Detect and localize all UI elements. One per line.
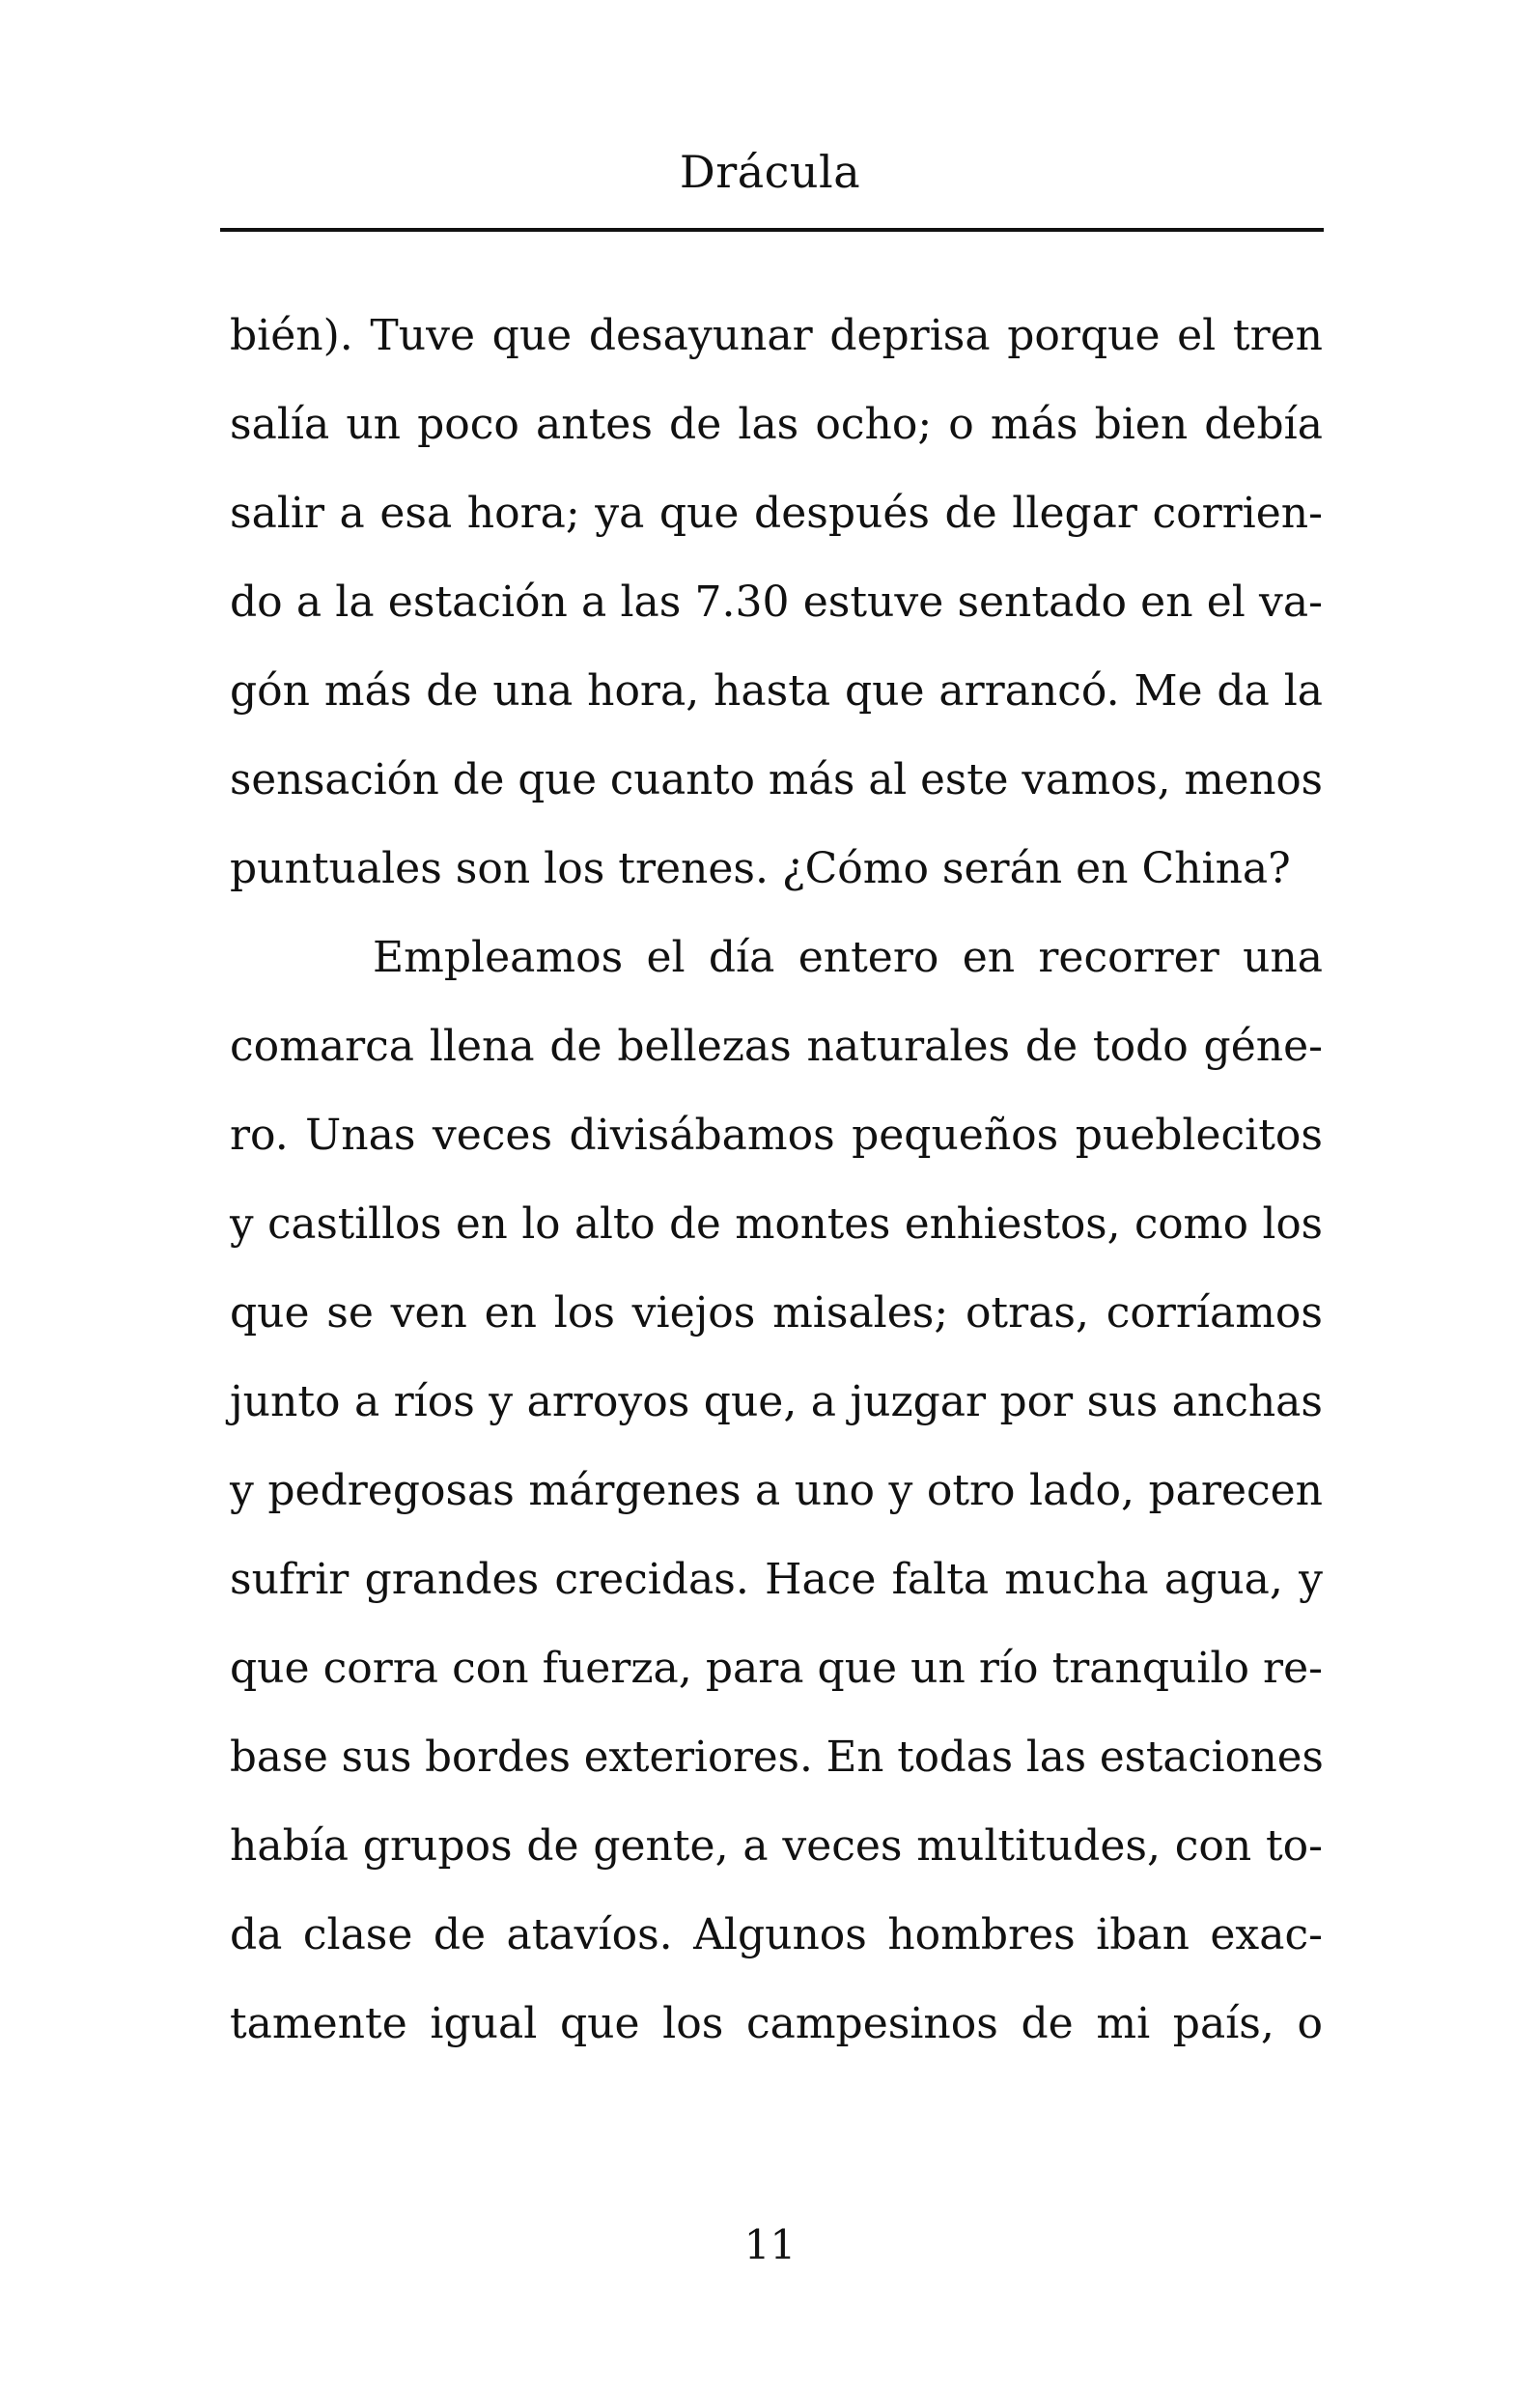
text-line: salía un poco antes de las ocho; o más bien debía <box>230 400 1323 449</box>
paragraph-2 <box>230 914 1323 2069</box>
text-line: comarca llena de bellezas naturales de todo géne- <box>230 1022 1323 1071</box>
text-line: sufrir grandes crecidas. Hace falta mucha agua, y <box>230 1555 1323 1604</box>
text-line: bién). Tuve que desayunar deprisa porque el tren <box>230 311 1323 360</box>
text-line: junto a ríos y arroyos que, a juzgar por sus anchas <box>230 1377 1323 1426</box>
paragraph-1 <box>230 292 1323 914</box>
header-rule <box>220 228 1324 232</box>
text-line: da clase de atavíos. Algunos hombres iban exac- <box>230 1910 1323 1959</box>
text-line: base sus bordes exteriores. En todas las estaciones <box>230 1733 1324 1782</box>
text-line: sensación de que cuanto más al este vamos, menos <box>230 756 1323 804</box>
text-line: do a la estación a las 7.30 estuve sentado en el va- <box>230 578 1323 627</box>
text-line: y pedregosas márgenes a uno y otro lado, parecen <box>230 1466 1323 1515</box>
running-title: Drácula <box>679 146 861 198</box>
text-line: que se ven en los viejos misales; otras, corríamos <box>230 1288 1323 1338</box>
text-line: Empleamos el día entero en recorrer una <box>373 933 1323 982</box>
text-line: salir a esa hora; ya que después de llegar corrien- <box>230 489 1323 538</box>
text-line: gón más de una hora, hasta que arrancó. Me da la <box>230 666 1323 716</box>
text-line: tamente igual que los campesinos de mi país, o <box>230 1999 1323 2048</box>
page-number: 11 <box>743 2221 797 2268</box>
text-line: y castillos en lo alto de montes enhiestos, como los <box>230 1200 1323 1249</box>
text-line: puntuales son los trenes. ¿Cómo serán en China? <box>230 844 1291 893</box>
body-text <box>230 292 1323 2069</box>
text-line: que corra con fuerza, para que un río tranquilo re- <box>230 1644 1323 1693</box>
text-line: ro. Unas veces divisábamos pequeños pueblecitos <box>230 1111 1323 1160</box>
text-line: había grupos de gente, a veces multitudes, con to- <box>230 1821 1323 1871</box>
